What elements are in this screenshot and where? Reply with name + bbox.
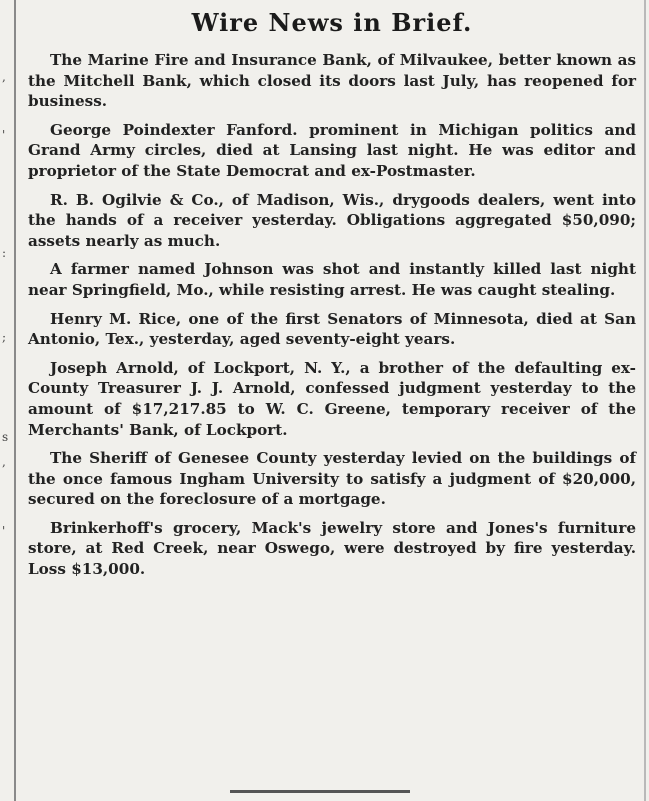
news-item-red-creek-fire: Brinkerhoff's grocery, Mack's jewelry store and Jones's furniture store, at Red Creek, near Oswego, were destroyed by fire yesterday. Loss $13,000. (28, 518, 636, 579)
news-item-ingham-levy: The Sheriff of Genesee County yesterday levied on the buildings of the once famous Ingham University to satisfy a judgment of $20,000, secured on the foreclosure of a mortgage. (28, 449, 636, 509)
headline: Wire News in Brief. (191, 8, 473, 37)
column-rule-left (14, 0, 16, 801)
news-item-rice-obituary: Henry M. Rice, one of the first Senators of Minnesota, died at San Antonio, Tex., yesterday, aged seventy-eight years. (28, 309, 636, 349)
news-item-milwaukee-bank: The Marine Fire and Insurance Bank, of Milvaukee, better known as the Mitchell Bank, which closed its doors last July, has reopened for business. (28, 51, 636, 111)
news-item-johnson-shot: A farmer named Johnson was shot and instantly killed last night near Springfield, Mo., while resisting arrest. He was caught stealing. (28, 260, 636, 299)
news-item-ogilvie-receiver: R. B. Ogilvie & Co., of Madison, Wis., drygoods dealers, went into the hands of a receiver yesterday. Obligations aggregated $50,090; assets nearly as much. (28, 190, 636, 250)
news-column (28, 8, 636, 588)
news-item-fanford-obituary: George Poindexter Fanford. prominent in Michigan politics and Grand Army circles, died at Lansing last night. He was editor and proprietor of the State Democrat and ex-Postmaster. (28, 120, 636, 180)
column-rule-right (644, 0, 646, 801)
bottom-rule (230, 790, 410, 793)
news-item-arnold-judgment: Joseph Arnold, of Lockport, N. Y., a brother of the defaulting ex-County Treasurer J. J. Arnold, confessed judgment yesterday to the amount of $17,217.85 to W. C. Greene, temporary receiver of the Merchants' Bank, of Lockport. (28, 358, 636, 439)
adjacent-column-fragments: , ' : ; s , ' (2, 70, 9, 538)
